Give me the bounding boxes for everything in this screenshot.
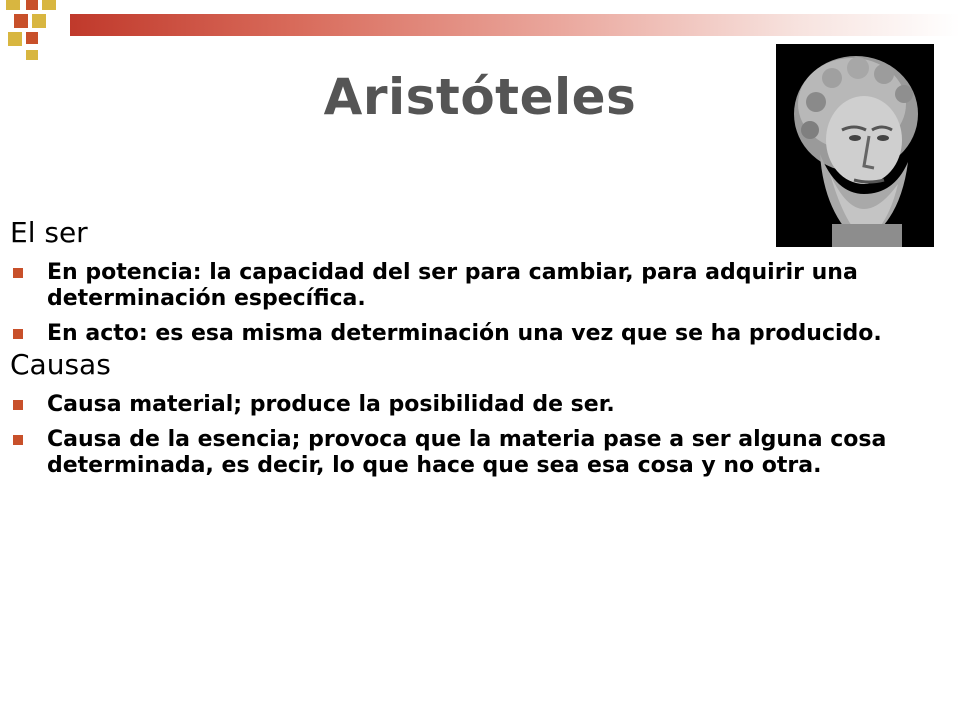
header-gradient-bar (70, 14, 960, 36)
decor-square (26, 50, 38, 60)
decor-square (32, 14, 46, 28)
list-item-text: En potencia: la capacidad del ser para cambiar, para adquirir una determinación específica. (47, 260, 858, 311)
section-heading-causas: Causas (10, 348, 111, 381)
decor-square (42, 0, 56, 10)
decor-square (8, 32, 22, 46)
list-item (10, 392, 945, 418)
decor-square (6, 0, 20, 10)
list-item (10, 427, 945, 479)
list-item-text: Causa de la esencia; provoca que la materia pase a ser alguna cosa determinada, es decir, lo que hace que sea esa cosa y no otra. (47, 427, 887, 478)
square-bullet-icon (13, 268, 23, 278)
section-heading-el-ser: El ser (10, 216, 88, 249)
square-bullet-icon (13, 435, 23, 445)
list-item (10, 260, 945, 312)
decor-square (26, 0, 38, 10)
el-ser-list (10, 260, 945, 347)
square-bullet-icon (13, 400, 23, 410)
list-item-text: En acto: es esa misma determinación una vez que se ha producido. (47, 321, 882, 346)
square-bullet-icon (13, 329, 23, 339)
decor-square (26, 32, 38, 44)
list-item (10, 321, 945, 347)
decor-square (14, 14, 28, 28)
slide-body (10, 215, 945, 479)
causas-list (10, 392, 945, 479)
list-item-text: Causa material; produce la posibilidad de ser. (47, 392, 615, 417)
slide-title: Aristóteles (323, 68, 637, 126)
